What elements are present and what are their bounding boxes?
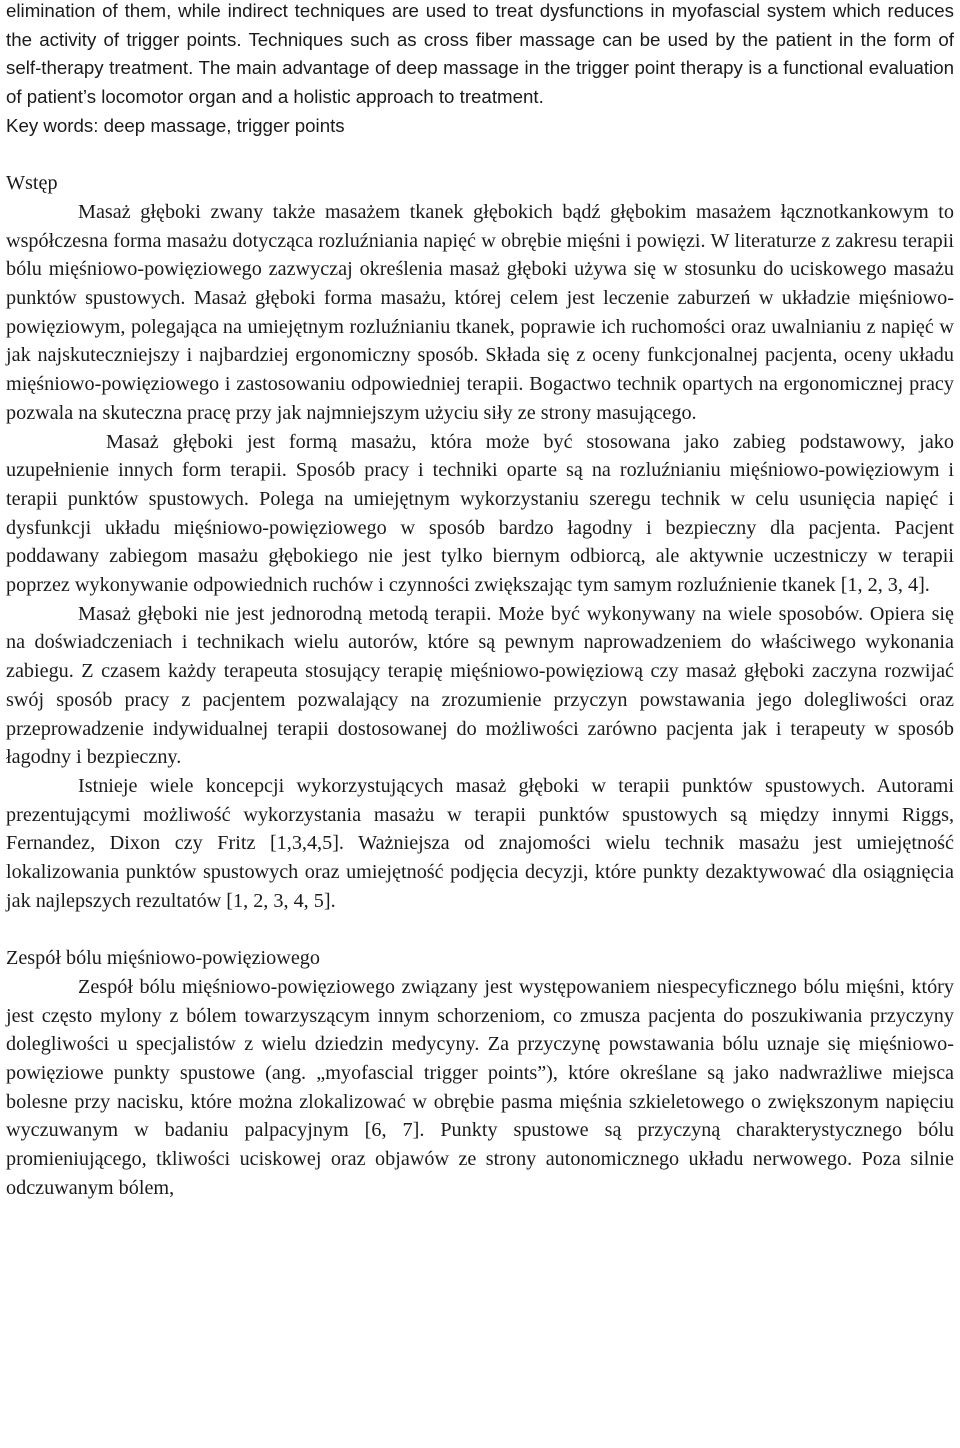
document-page [6, 0, 954, 1203]
intro-paragraph-1: Masaż głęboki zwany także masażem tkanek głębokich bądź głębokim masażem łącznotkankowym to współczesna forma masażu dotycząca rozluźniania napięć w obrębie mięśni i powięzi. W literaturze z zakresu terapii bólu mięśniowo-powięziowego zazwyczaj określenia masaż głęboki używa się w stosunku do uciskowego masażu punktów spustowych. Masaż głęboki forma masażu, której celem jest leczenie zaburzeń w układzie mięśniowo-powięziowym, polegająca na umiejętnym rozluźnianiu tkanek, poprawie ich ruchomości oraz uwalnianiu z napięć w jak najskuteczniejszy i najbardziej ergonomiczny sposób. Składa się z oceny funkcjonalnej pacjenta, oceny układu mięśniowo-powięziowego i zastosowaniu odpowiedniej terapii. Bogactwo technik opartych na ergonomicznej pracy pozwala na skuteczna pracę przy jak najmniejszym użyciu siły ze strony masującego. [6, 200, 954, 424]
section-heading-myofascial-pain: Zespół bólu mięśniowo-powięziowego [6, 947, 320, 970]
intro-paragraph-2: Masaż głęboki jest formą masażu, która może być stosowana jako zabieg podstawowy, jako uzupełnienie innych form terapii. Sposób pracy i techniki oparte są na rozluźnianiu mięśniowo-powięziowym i terapii punktów spustowych. Polega na umiejętnym wykorzystaniu szeregu technik w celu usunięcia napięć i dysfunkcji układu mięśniowo-powięziowego w sposób bardzo łagodny i bezpieczny dla pacjenta. Pacjent poddawany zabiegom masażu głębokiego nie jest tylko biernym odbiorcą, ale aktywnie uczestniczy w terapii poprzez wykonywanie odpowiednich ruchów i czynności zwiększając tym samym rozluźnienie tkanek [1, 2, 3, 4]. [6, 430, 954, 597]
section2-paragraph-1: Zespół bólu mięśniowo-powięziowego związany jest występowaniem niespecyficznego bólu mięśni, który jest często mylony z bólem towarzyszącym innym schorzeniom, co zmusza pacjenta do poszukiwania przyczyny dolegliwości u specjalistów z wielu dziedzin medycyny. Za przyczynę powstawania bólu uznaje się mięśniowo-powięziowe punkty spustowe (ang. „myofascial trigger points”), które określane są jako nadwrażliwe miejsca bolesne przy nacisku, które można zlokalizować w obrębie pasma mięśnia szkieletowego o zwiększonym napięciu wyczuwanym w badaniu palpacyjnym [6, 7]. Punkty spustowe są przyczyną charakterystycznego bólu promieniującego, tkliwości uciskowej oraz objawów ze strony autonomicznego układu nerwowego. Poza silnie odczuwanym bólem, [6, 975, 954, 1199]
section-heading-intro: Wstęp [6, 172, 58, 195]
intro-paragraph-4: Istnieje wiele koncepcji wykorzystujących masaż głęboki w terapii punktów spustowych. Autorami prezentującymi możliwość wykorzystania masażu w terapii punktów spustowych są między innymi Riggs, Fernandez, Dixon czy Fritz [1,3,4,5]. Ważniejsza od znajomości wielu technik masażu jest umiejętność lokalizowania punktów spustowych oraz umiejętność podjęcia decyzji, które punkty dezaktywować dla osiągnięcia jak najlepszych rezultatów [1, 2, 3, 4, 5]. [6, 774, 954, 912]
abstract [6, 0, 954, 141]
keywords-line: Key words: deep massage, trigger points [6, 114, 345, 136]
abstract-text: elimination of them, while indirect techniques are used to treat dysfunctions in myofascial system which reduces the activity of trigger points. Techniques such as cross fiber massage can be used by the patient in the form of self-therapy treatment. The main advantage of deep massage in the trigger point therapy is a functional evaluation of patient’s locomotor organ and a holistic approach to treatment. [6, 0, 954, 108]
intro-paragraph-3: Masaż głęboki nie jest jednorodną metodą terapii. Może być wykonywany na wiele sposobów. Opiera się na doświadczeniach i technikach wielu autorów, które są pewnym naprowadzeniem do właściwego wykonania zabiegu. Z czasem każdy terapeuta stosujący terapię mięśniowo-powięziową czy masaż głęboki zaczyna rozwijać swój sposób pracy z pacjentem pozwalający na zrozumienie przyczyn powstawania jego dolegliwości oraz przeprowadzenie indywidualnej terapii dostosowanej do możliwości zarówno pacjenta jak i terapeuty w sposób łagodny i bezpieczny. [6, 602, 954, 769]
